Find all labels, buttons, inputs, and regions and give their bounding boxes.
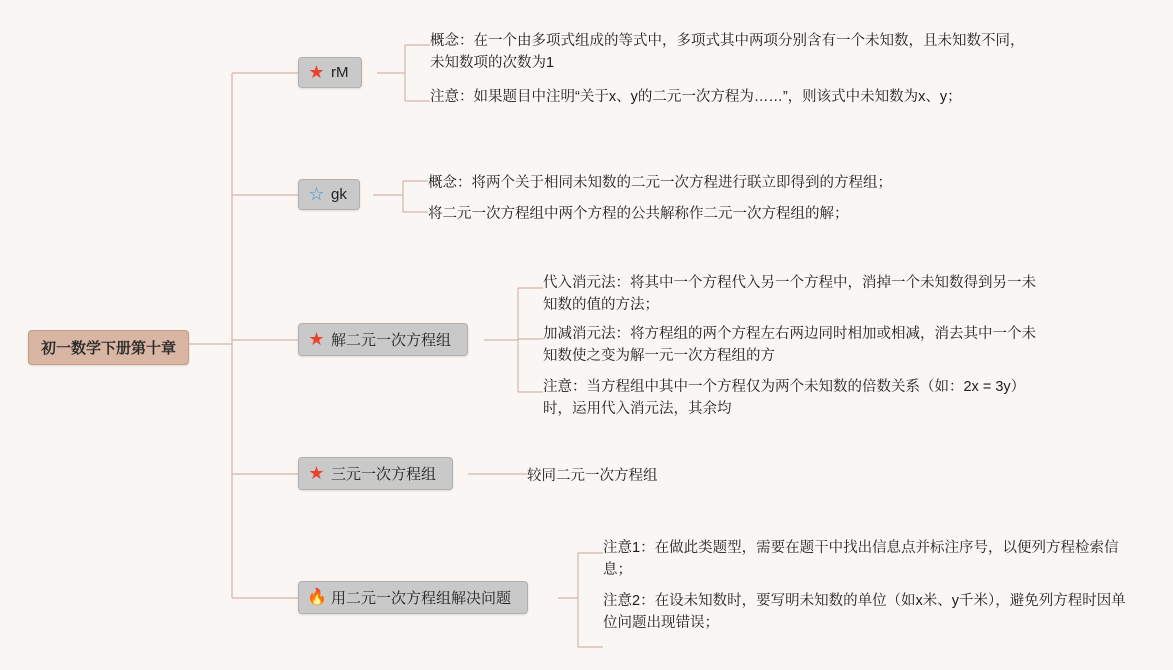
branch-node-3[interactable] [298, 323, 468, 356]
star-icon-red: ★ [308, 463, 325, 483]
leaf-node-1-2[interactable] [430, 86, 1030, 108]
leaf-node-1-1-text: 概念：在一个由多项式组成的等式中，多项式其中两项分别含有一个未知数，且未知数不同，未知数项的次数为1 [430, 33, 1025, 72]
branch-node-2[interactable] [298, 179, 360, 210]
branch-node-5[interactable] [298, 581, 528, 614]
leaf-node-4-1-text: 较同二元一次方程组 [527, 468, 658, 484]
branch-node-4[interactable] [298, 457, 453, 490]
leaf-node-3-1[interactable] [543, 272, 1048, 317]
leaf-node-4-1[interactable] [527, 465, 947, 487]
branch-node-1-label: rM [331, 64, 349, 81]
leaf-node-1-2-text: 注意：如果题目中注明“关于x、y的二元一次方程为……”，则该式中未知数为x、y； [430, 89, 962, 105]
leaf-node-3-1-text: 代入消元法：将其中一个方程代入另一个方程中，消掉一个未知数得到另一未知数的值的方法； [543, 275, 1036, 314]
root-node[interactable] [28, 330, 189, 365]
branch-node-2-label: gk [331, 186, 347, 203]
star-icon-red: ★ [308, 329, 325, 349]
leaf-node-5-2[interactable] [603, 590, 1133, 635]
star-icon-blue: ☆ [308, 184, 325, 204]
leaf-node-3-3-text: 注意：当方程组中其中一个方程仅为两个未知数的倍数关系（如：2x = 3y）时，运用代入消元法，其余均 [543, 379, 1026, 418]
branch-node-4-label: 三元一次方程组 [331, 466, 437, 483]
leaf-node-3-2-text: 加减消元法：将方程组的两个方程左右两边同时相加或相减，消去其中一个未知数使之变为解一元一次方程组的方 [543, 326, 1036, 365]
leaf-node-5-1-text: 注意1：在做此类题型，需要在题干中找出信息点并标注序号，以便列方程检索信息； [603, 540, 1119, 579]
leaf-node-1-1[interactable] [430, 30, 1030, 75]
leaf-node-2-1[interactable] [428, 172, 1068, 194]
leaf-node-2-1-text: 概念：将两个关于相同未知数的二元一次方程进行联立即得到的方程组； [428, 175, 892, 191]
leaf-node-3-2[interactable] [543, 323, 1048, 368]
fire-icon: 🔥 [307, 589, 327, 606]
branch-node-1[interactable] [298, 57, 362, 88]
leaf-node-2-2[interactable] [428, 203, 1068, 225]
branch-node-5-label: 用二元一次方程组解决问题 [331, 590, 512, 607]
leaf-node-3-3[interactable] [543, 376, 1048, 421]
root-node-label: 初一数学下册第十章 [41, 340, 177, 357]
star-icon-red: ★ [308, 62, 325, 82]
leaf-node-5-1[interactable] [603, 537, 1133, 582]
leaf-node-2-2-text: 将二元一次方程组中两个方程的公共解称作二元一次方程组的解； [428, 206, 849, 222]
leaf-node-5-2-text: 注意2：在设未知数时，要写明未知数的单位（如x米、y千米），避免列方程时因单位问题出现错误； [603, 593, 1126, 632]
branch-node-3-label: 解二元一次方程组 [331, 332, 452, 349]
